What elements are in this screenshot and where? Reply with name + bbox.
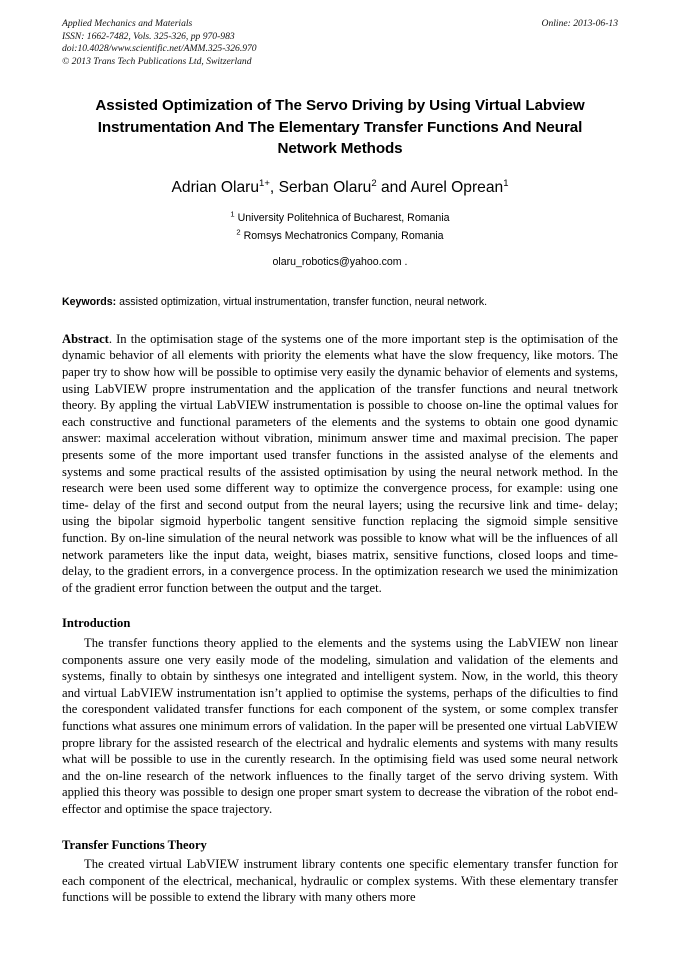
abstract-text: . In the optimisation stage of the systems one of the more important step is the optimisation of the dynamic behavior of all elements with priority the elements what have the slow frequency, like motors. The paper try to show how will be possible to optimise very easily the dynamic behavior of elements and systems, using LabVIEW propre instrumentation and the application of the transfer functions and neural tnetwork theory. By appling the virtual LabVIEW instrumentation is possible to choose on-line the optimal values for each constructive and functional parameters of the elements and the systems to obtain one good dynamic answer: maximal acceleration without vibration, minimum answer time and maximal precision. The paper presents some of the more important used transfer functions in the assisted analyse of the elements and systems and some practical results of the assisted optimisation by using the neural network method. In the research were been used some different way to optimize the convergence process, for example: using one time- delay of the first and second output from the neural layers; using the recursive link and time- delay; using the bipolar sigmoid hyperbolic tangent sensitive function replacing the sigmoid simple sensitive function. By on-line simulation of the neural network was possible to know what will be the influences of all network parameters like the input data, weight, biases matrix, sensitive functions, closed loops and time- delay, to the gradient errors, in a convergence process. In the optimization research we used the minimization of the gradient error function between the output and the target.: [62, 331, 618, 595]
author-separator-2: and: [376, 178, 411, 196]
section-introduction-paragraph: The transfer functions theory applied to the elements and the systems using the LabVIEW non linear components assure one very easily mode of the modeling, simulation and validation of the elements and systems, finally to obtain by sinthesys one integrated and intelligent system. Now, in the world, this theory and virtual LabVIEW instrumentation isn’t applied to optimise the systems, perhaps of the dificulties to find the corespondent validated transfer functions for each component of the system, or some complex transfer functions what assures one minimum errors of validation. In the paper will be presented one virtual LabVIEW propre library for the assisted research of the electrical and hydralic elements and systems with many results what will be possible to use in the curently research. In the optimising field was used some neural network and the on-line research of the network influences to the finally target of the servo driving system. With applied this theory was possible to design one proper smart system to decrease the vibration of the robot end-effector and optimise the space trajectory.: [62, 635, 618, 816]
author-2-affiliation-marker: 2: [371, 177, 377, 189]
section-introduction-heading: Introduction: [62, 616, 131, 631]
affiliation-block: [62, 209, 618, 271]
journal-name: Applied Mechanics and Materials: [62, 18, 193, 29]
section-transfer-functions-theory-paragraph: The created virtual LabVIEW instrument library contents one specific elementary transfer function for each component of the electrical, mechanical, hydraulic or complex systems. With these elementary transfer functions will be possible to extend the library with many others more: [62, 857, 618, 905]
journal-doi: doi:10.4028/www.scientific.net/AMM.325-326.970: [62, 43, 257, 55]
section-transfer-functions-theory: [62, 837, 618, 906]
keywords-label: Keywords:: [62, 295, 117, 308]
author-list: [62, 178, 618, 198]
journal-copyright: © 2013 Trans Tech Publications Ltd, Switzerland: [62, 55, 252, 67]
author-2-name: Serban Olaru: [278, 178, 372, 196]
abstract-paragraph: [62, 331, 618, 597]
affiliation-2: [62, 227, 618, 245]
affiliation-2-marker: 2: [236, 227, 241, 237]
page-content: [62, 18, 618, 906]
online-date: Online: 2013-06-13: [541, 18, 618, 29]
journal-issn: ISSN: 1662-7482, Vols. 325-326, pp 970-983: [62, 30, 235, 42]
author-separator-1: ,: [269, 178, 279, 196]
affiliation-1-marker: 1: [230, 209, 235, 219]
author-3-name: Aurel Oprean: [410, 178, 504, 196]
author-1-name: Adrian Olaru: [171, 178, 260, 196]
section-introduction: [62, 615, 618, 817]
abstract-label: Abstract: [62, 331, 109, 346]
affiliation-1-text: University Politehnica of Bucharest, Romania: [234, 211, 450, 224]
affiliation-2-text: Romsys Mechatronics Company, Romania: [240, 229, 444, 242]
contact-email[interactable]: olaru_robotics@yahoo.com .: [272, 255, 408, 268]
paper-title: Assisted Optimization of The Servo Driving by Using Virtual Labview Instrumentation And The Elementary Transfer Functions And Neural Network Methods: [95, 97, 585, 158]
journal-masthead: [62, 18, 618, 68]
affiliation-1: [62, 209, 618, 227]
author-3-affiliation-marker: 1: [503, 177, 509, 189]
masthead-left-block: [62, 18, 492, 68]
keywords-line: [62, 295, 618, 310]
author-1-affiliation-marker: 1+: [259, 177, 270, 189]
keywords-text: assisted optimization, virtual instrumentation, transfer function, neural network.: [116, 295, 488, 308]
section-transfer-functions-theory-heading: Transfer Functions Theory: [62, 837, 207, 852]
